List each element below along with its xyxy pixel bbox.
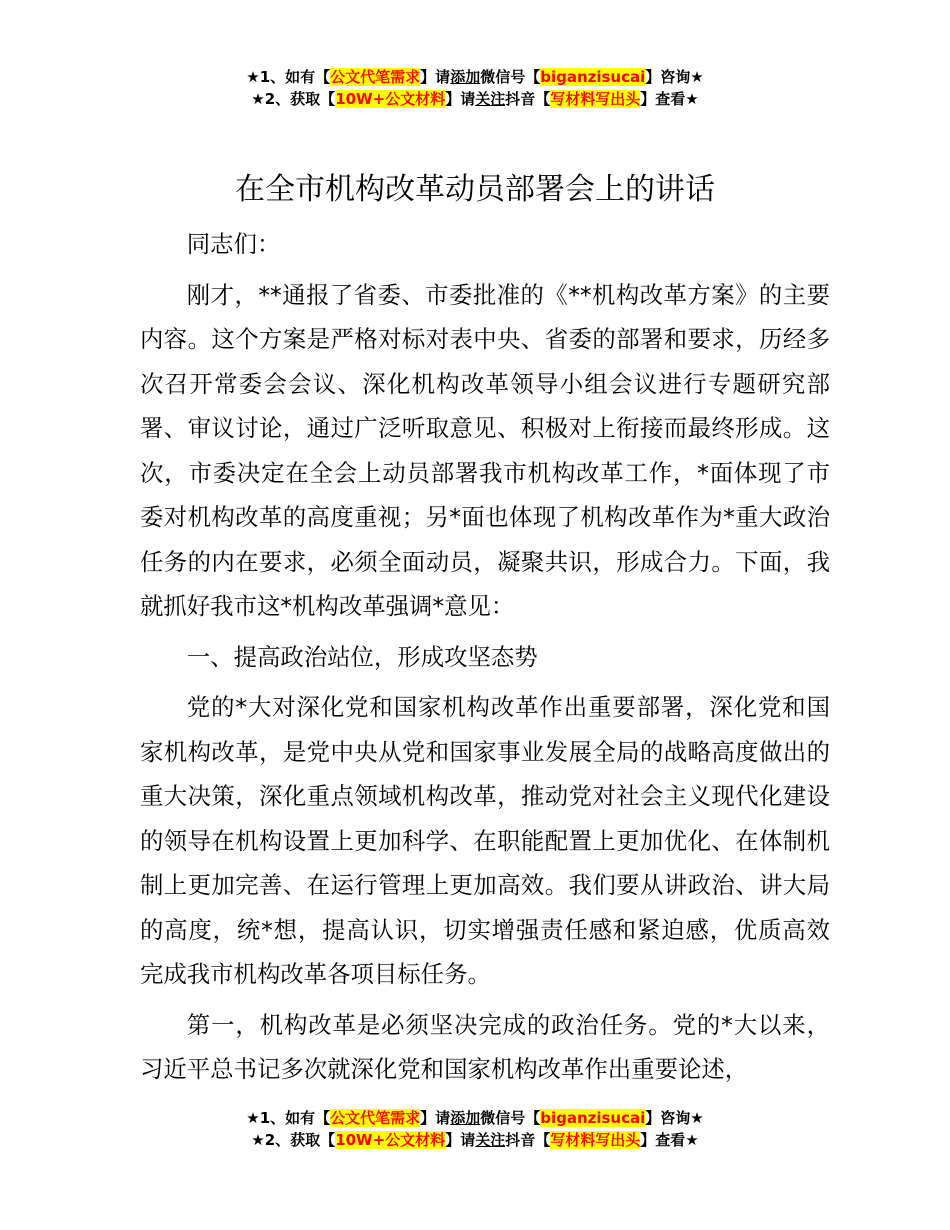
document-title: 在全市机构改革动员部署会上的讲话 (235, 172, 715, 207)
section-heading: 一、提高政治站位，形成攻坚态势 (186, 642, 538, 671)
header-banner (0, 66, 950, 110)
banner-underlined: 关注 (475, 1131, 506, 1149)
banner-text: 】请 (420, 68, 451, 86)
salutation: 同志们： (186, 230, 281, 258)
body-paragraph: 第一，机构改革是必须坚决完成的政治任务。党的*大以来，习近平总书记多次就深化党和国家机构改革作出重要论述， (140, 1010, 830, 1083)
banner-text: 】查看★ (640, 90, 699, 108)
banner-text: 】请 (445, 90, 476, 108)
banner-text: 】咨询★ (645, 1109, 704, 1127)
banner-line-2 (0, 88, 950, 110)
banner-text: 抖音【 (505, 90, 551, 108)
banner-text: ★1、如有【 (246, 68, 331, 86)
banner-underlined: 添加 (450, 68, 481, 86)
banner-line-2 (0, 1129, 950, 1151)
banner-text: 微信号【 (480, 1109, 541, 1127)
banner-text: 】请 (445, 1131, 476, 1149)
banner-underlined: 关注 (475, 90, 506, 108)
banner-text: 】咨询★ (645, 68, 704, 86)
document-body (140, 222, 830, 1092)
banner-text: ★2、获取【 (251, 90, 336, 108)
footer-banner (0, 1107, 950, 1151)
banner-highlight: biganzisucai (540, 68, 646, 86)
body-paragraph: 刚才，**通报了省委、市委批准的《**机构改革方案》的主要内容。这个方案是严格对标对表中央、省委的部署和要求，历经多次召开常委会会议、深化机构改革领导小组会议进行专题研究部署、审议讨论，通过广泛听取意见、积极对上衔接而最终形成。这次，市委决定在全会上动员部署我市机构改革工作，*面体现了市委对机构改革的高度重视；另*面也体现了机构改革作为*重大政治任务的内在要求，必须全面动员，凝聚共识，形成合力。下面，我就抓好我市这*机构改革强调*意见： (140, 280, 830, 620)
banner-highlight: 写材料写出头 (550, 1131, 641, 1149)
banner-highlight: 10W+公文材料 (335, 90, 446, 108)
banner-highlight: biganzisucai (540, 1109, 646, 1127)
banner-text: 】查看★ (640, 1131, 699, 1149)
banner-text: ★1、如有【 (246, 1109, 331, 1127)
banner-line-1 (0, 66, 950, 88)
banner-highlight: 写材料写出头 (550, 90, 641, 108)
banner-highlight: 公文代笔需求 (330, 68, 421, 86)
banner-text: ★2、获取【 (251, 1131, 336, 1149)
banner-text: 抖音【 (505, 1131, 551, 1149)
banner-highlight: 公文代笔需求 (330, 1109, 421, 1127)
banner-highlight: 10W+公文材料 (335, 1131, 446, 1149)
banner-text: 】请 (420, 1109, 451, 1127)
banner-text: 微信号【 (480, 68, 541, 86)
banner-line-1 (0, 1107, 950, 1129)
banner-underlined: 添加 (450, 1109, 481, 1127)
body-paragraph: 党的*大对深化党和国家机构改革作出重要部署，深化党和国家机构改革，是党中央从党和国家事业发展全局的战略高度做出的重大决策，深化重点领域机构改革，推动党对社会主义现代化建设的领导在机构设置上更加科学、在职能配置上更加优化、在体制机制上更加完善、在运行管理上更加高效。我们要从讲政治、讲大局的高度，统*想，提高认识，切实增强责任感和紧迫感，优质高效完成我市机构改革各项目标任务。 (140, 693, 830, 988)
